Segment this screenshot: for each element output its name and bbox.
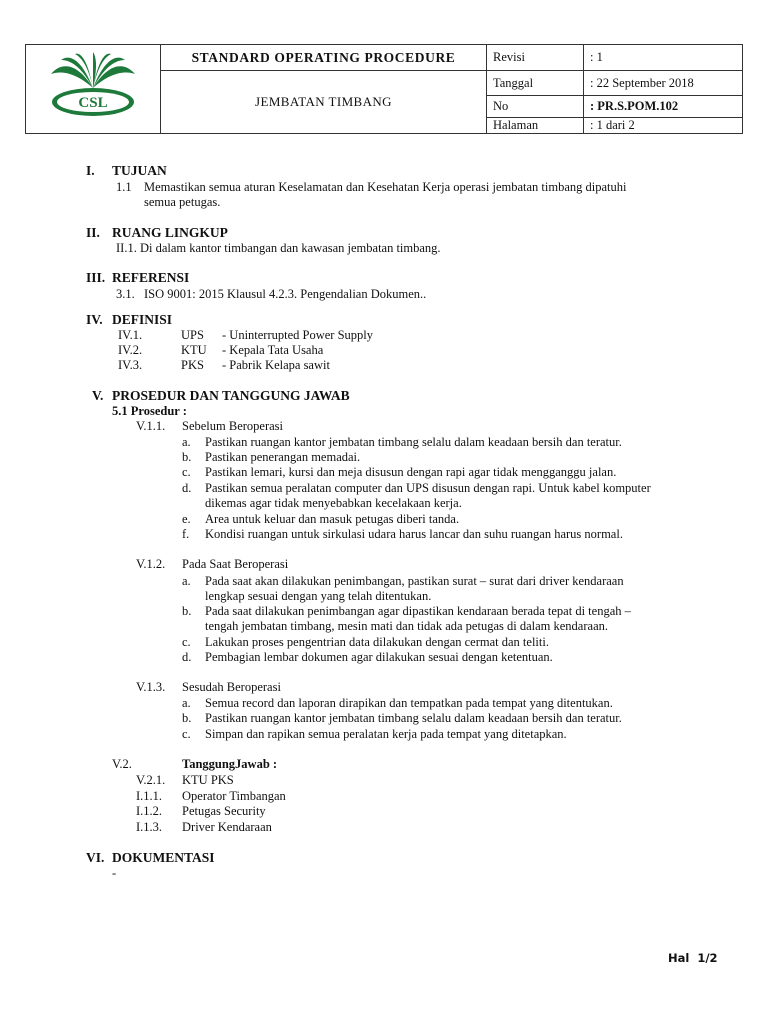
tujuan-item-line2: semua petugas. [144,195,221,209]
no-value: : PR.S.POM.102 [584,96,743,118]
definisi-abbr: PKS [181,358,204,372]
logo-cell [26,45,161,134]
list-item-letter: d. [182,650,192,664]
list-item-text-cont: lengkap sesuai dengan yang telah ditentukan. [205,589,432,603]
tanggal-value: : 22 September 2018 [584,71,743,96]
section-title-prosedur: PROSEDUR DAN TANGGUNG JAWAB [112,388,350,403]
tanggal-label: Tanggal [487,71,584,96]
list-item-text-cont: dikemas agar tidak menyebabkan kecelakaan kerja. [205,496,462,510]
section-num-definisi: IV. [86,312,103,327]
list-item-letter: d. [182,481,192,495]
section-num-dokumentasi: VI. [86,850,105,865]
subsection-num: V.1.2. [136,557,166,571]
definisi-desc: - Kepala Tata Usaha [222,343,324,357]
definisi-abbr: KTU [181,343,207,357]
list-item-text: Area untuk keluar dan masuk petugas diberi tanda. [205,512,460,526]
no-label: No [487,96,584,118]
list-item-text: Pastikan semua peralatan computer dan UPS disusun dengan rapi. Untuk kabel komputer [205,481,651,495]
list-item-letter: b. [182,450,192,464]
list-item-text: Pada saat dilakukan penimbangan agar dipastikan kendaraan berada tepat di tengah – [205,604,631,618]
tujuan-item-num: 1.1 [116,180,132,194]
subsection-num: V.1.1. [136,419,166,433]
subsection-title: Pada Saat Beroperasi [182,557,289,571]
subsection-title: Sesudah Beroperasi [182,680,281,694]
subsection-title: Sebelum Beroperasi [182,419,284,433]
list-item-letter: a. [182,696,191,710]
tanggung-item-text: Petugas Security [182,804,266,818]
header-table [25,44,743,134]
halaman-label: Halaman [487,118,584,134]
list-item-text-cont: tengah jembatan timbang, mesin mati dan tidak ada petugas di dalam kendaraan. [205,619,608,633]
tujuan-item-line1: Memastikan semua aturan Keselamatan dan Kesehatan Kerja operasi jembatan timbang dipatuhi [144,180,627,194]
list-item-letter: e. [182,512,191,526]
section-title-referensi: REFERENSI [112,270,190,285]
definisi-desc: - Pabrik Kelapa sawit [222,358,330,372]
tanggung-item-num: I.1.2. [136,804,163,818]
document-subtitle: JEMBATAN TIMBANG [161,71,487,134]
subsection-num: V.1.3. [136,680,166,694]
section-title-ruang: RUANG LINGKUP [112,225,228,240]
tanggung-item-text: KTU PKS [182,773,234,787]
list-item-text: Pastikan ruangan kantor jembatan timbang selalu dalam keadaan bersih dan teratur. [205,435,622,449]
list-item-text: Pada saat akan dilakukan penimbangan, pastikan surat – surat dari driver kendaraan [205,574,624,588]
section-title-definisi: DEFINISI [112,312,173,327]
list-item-text: Lakukan proses pengentrian data dilakukan dengan cermat dan teliti. [205,635,549,649]
tanggung-item-text: Driver Kendaraan [182,820,272,834]
section-num-referensi: III. [86,270,106,285]
list-item-letter: c. [182,465,191,479]
referensi-item-num: 3.1. [116,287,135,301]
list-item-letter: a. [182,435,191,449]
prosedur-subheading: 5.1 Prosedur : [112,404,187,418]
definisi-num: IV.2. [118,343,143,357]
definisi-desc: - Uninterrupted Power Supply [222,328,374,342]
section-num-ruang: II. [86,225,100,240]
tanggung-title: TanggungJawab : [182,757,278,771]
ruang-item: II.1. Di dalam kantor timbangan dan kawasan jembatan timbang. [116,241,441,255]
section-num-prosedur: V. [92,388,104,403]
csl-logo-icon [47,52,139,122]
list-item-text: Kondisi ruangan untuk sirkulasi udara harus lancar dan suhu ruangan harus normal. [205,527,623,541]
dokumentasi-dash: - [112,866,117,880]
definisi-num: IV.3. [118,358,143,372]
list-item-letter: f. [182,527,190,541]
halaman-value: : 1 dari 2 [584,118,743,134]
list-item-letter: b. [182,711,192,725]
list-item-letter: c. [182,635,191,649]
referensi-item-text: ISO 9001: 2015 Klausul 4.2.3. Pengendalian Dokumen.. [144,287,427,301]
tanggung-item-num: I.1.3. [136,820,163,834]
revisi-value: : 1 [584,45,743,71]
list-item-text: Pastikan ruangan kantor jembatan timbang selalu dalam keadaan bersih dan teratur. [205,711,622,725]
list-item-text: Pastikan lemari, kursi dan meja disusun dengan rapi agar tidak mengganggu jalan. [205,465,617,479]
tanggung-item-num: I.1.1. [136,789,163,803]
document-title: STANDARD OPERATING PROCEDURE [161,45,487,71]
tanggung-item-num: V.2.1. [136,773,166,787]
list-item-letter: b. [182,604,192,618]
list-item-letter: a. [182,574,191,588]
page-number: Hal 1/2 [668,951,718,965]
tanggung-item-text: Operator Timbangan [182,789,286,803]
definisi-abbr: UPS [181,328,204,342]
revisi-label: Revisi [487,45,584,71]
list-item-text: Pembagian lembar dokumen agar dilakukan sesuai dengan ketentuan. [205,650,553,664]
definisi-num: IV.1. [118,328,143,342]
list-item-text: Simpan dan rapikan semua peralatan kerja pada tempat yang ditetapkan. [205,727,567,741]
list-item-letter: c. [182,727,191,741]
section-title-dokumentasi: DOKUMENTASI [112,850,215,865]
logo-text: CSL [78,95,108,111]
list-item-text: Semua record dan laporan dirapikan dan tempatkan pada tempat yang ditentukan. [205,696,613,710]
section-title-tujuan: TUJUAN [112,163,167,178]
section-num-tujuan: I. [86,163,95,178]
list-item-text: Pastikan penerangan memadai. [205,450,361,464]
tanggung-num: V.2. [112,757,132,771]
